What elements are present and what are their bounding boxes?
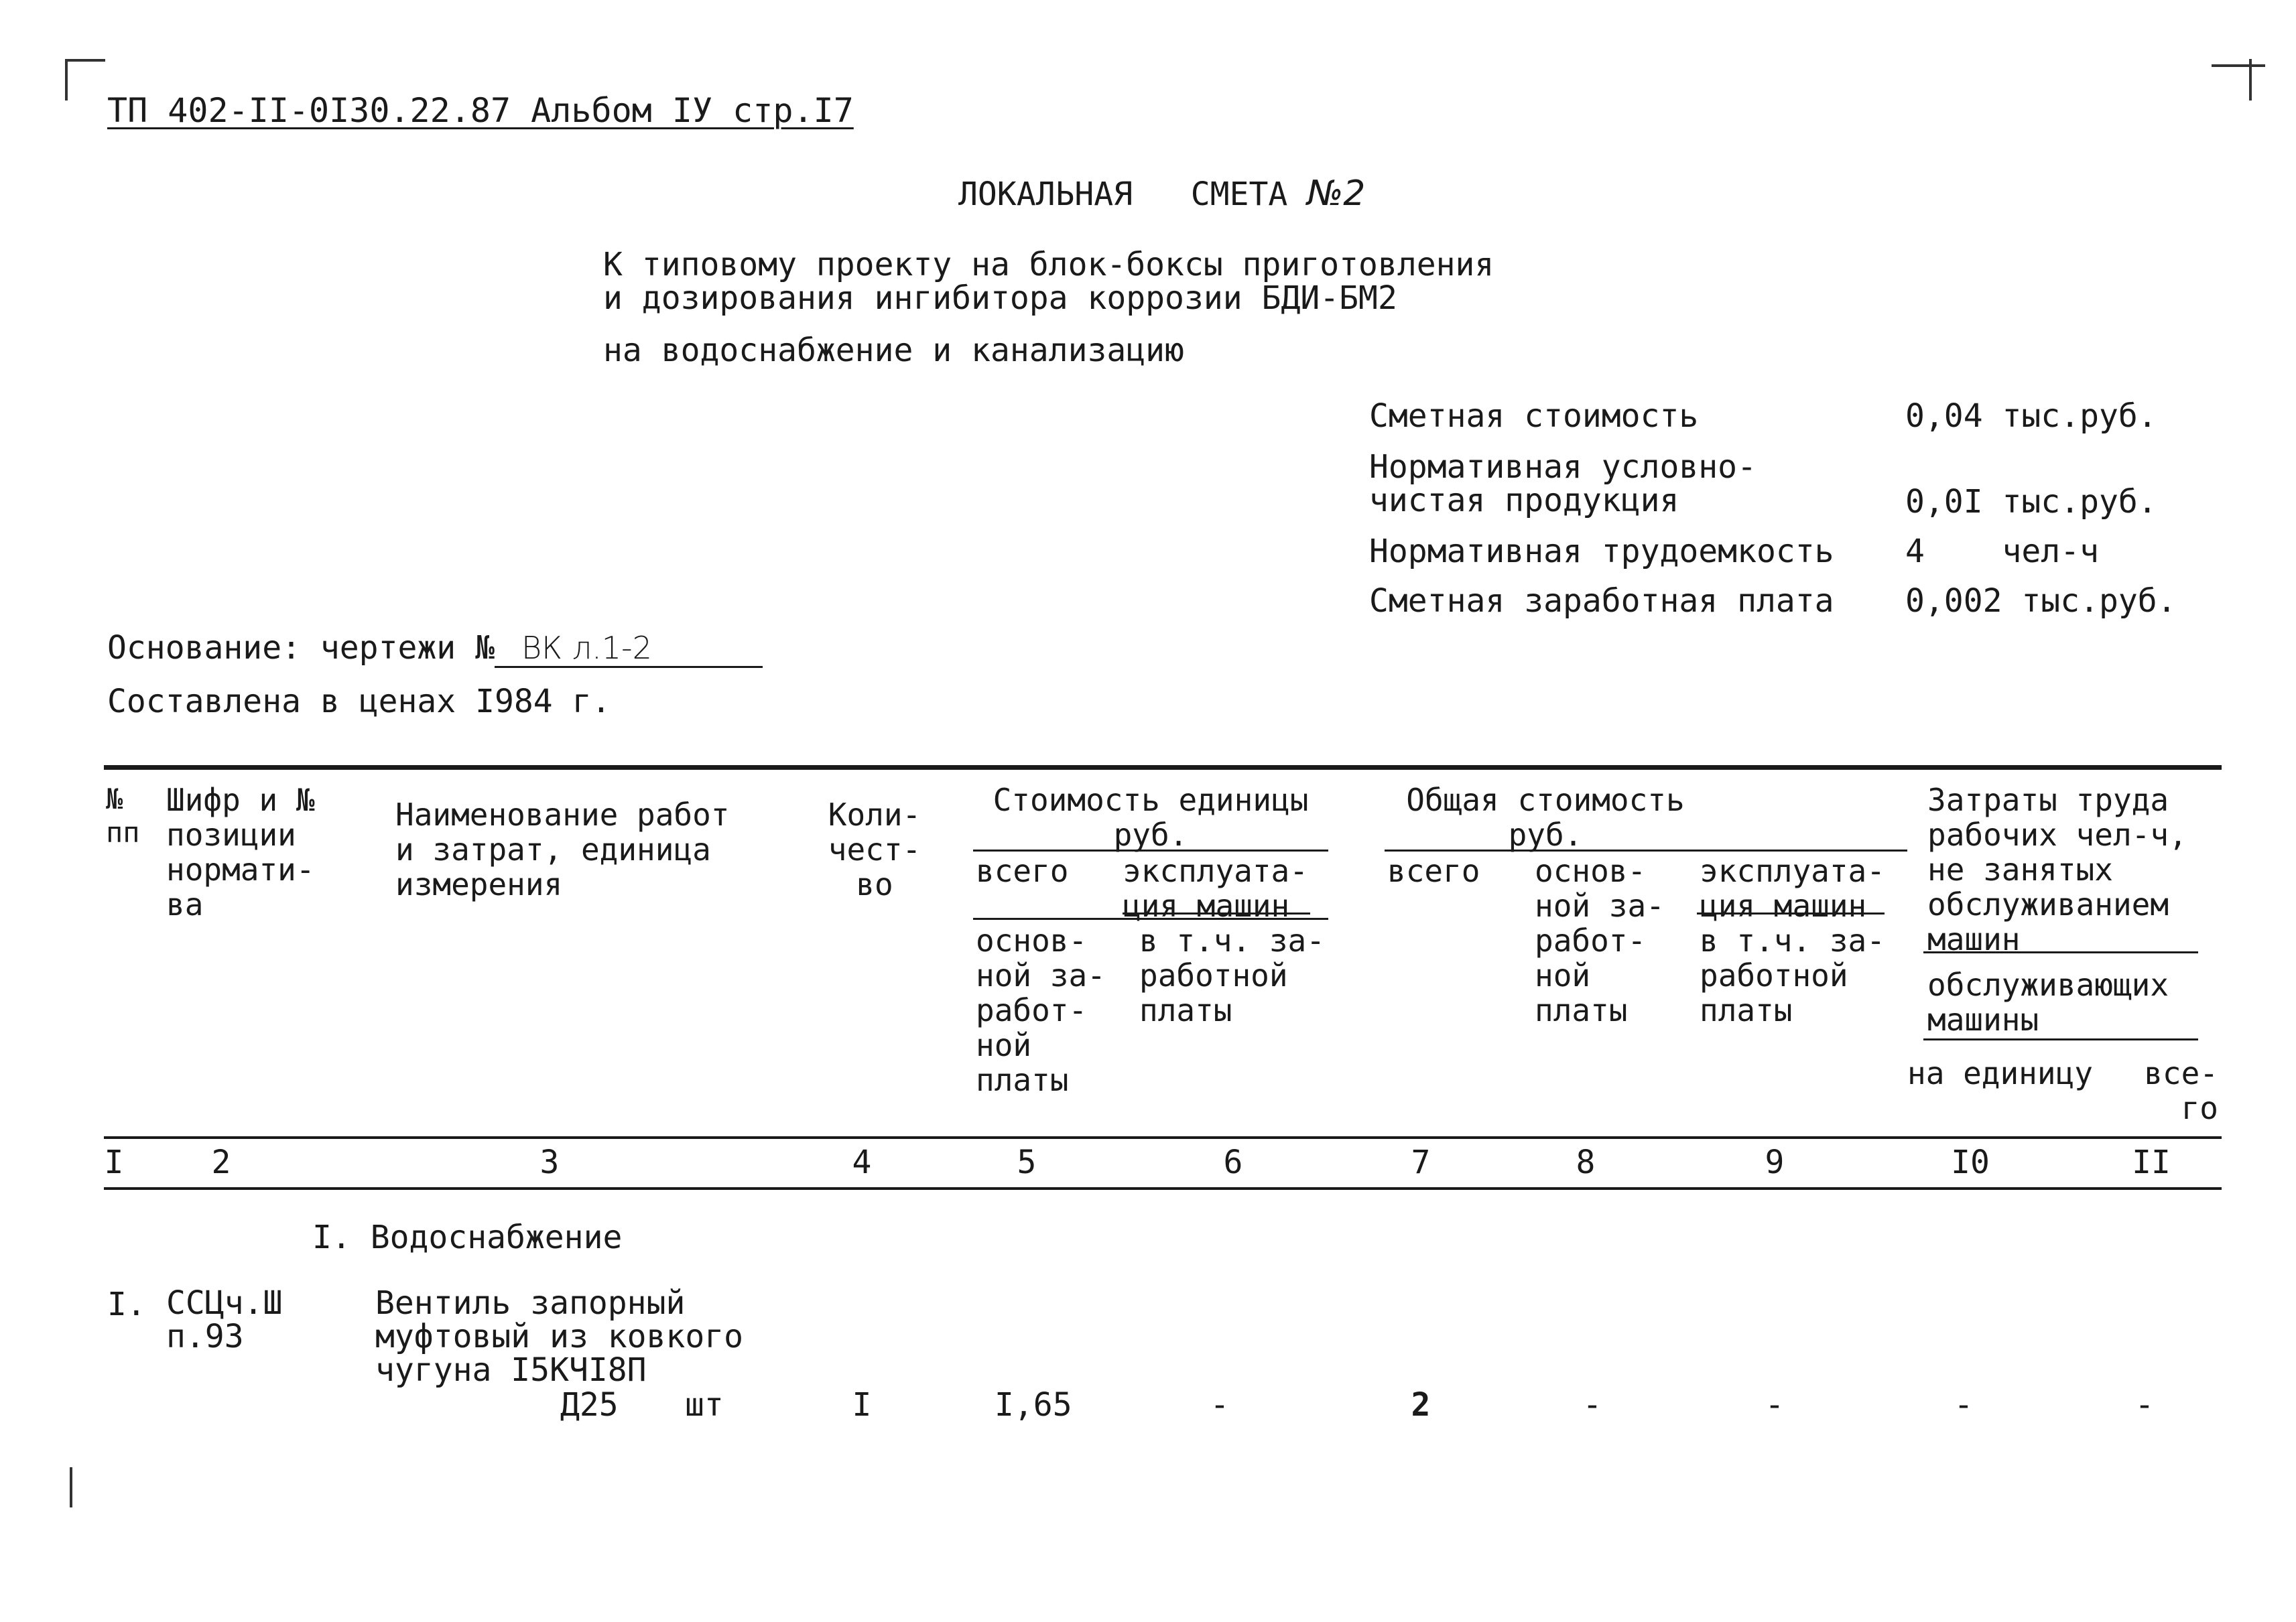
col-header-code: Шифр и № позиции нормати- ва	[166, 782, 315, 923]
corner-mark-bl	[70, 1467, 72, 1507]
basis-label: Основание: чертежи №	[107, 629, 495, 667]
col-header-unit-machines: эксплуата- ция машин	[1123, 853, 1308, 924]
summary-value-1: 0,0I тыс.руб.	[1905, 483, 2157, 521]
col-header-unit-mach-wages: в т.ч. за- работной платы	[1139, 923, 1325, 1028]
row-1-code: ССЦч.Ш п.93	[166, 1284, 283, 1355]
col-header-total-wages: основ- ной за- работ- ной платы	[1535, 853, 1665, 1028]
col-number-8: 8	[1576, 1144, 1596, 1181]
summary-label-1: Нормативная условно- чистая продукция	[1369, 448, 1757, 519]
summary-value-2: 4 чел-ч	[1905, 533, 2099, 570]
estimate-title-text: ЛОКАЛЬНАЯ СМЕТА	[958, 176, 1288, 213]
prices-line: Составлена в ценах I984 г.	[107, 683, 611, 720]
col-header-qty: Коли- чест- во	[828, 797, 921, 902]
col-number-7: 7	[1411, 1144, 1431, 1181]
row-1-total: 2	[1411, 1386, 1431, 1424]
row-1-qty: I	[852, 1386, 872, 1424]
summary-value-3: 0,002 тыс.руб.	[1905, 582, 2177, 620]
corner-mark-tl-h	[65, 59, 105, 62]
subtitle-line-1: К типовому проекту на блок-боксы приготовления	[603, 246, 1494, 283]
row-1-unit-price: I,65	[995, 1386, 1072, 1424]
col-number-10: I0	[1951, 1144, 1990, 1181]
col-header-total-total: всего	[1387, 853, 1480, 889]
table-top-rule	[104, 765, 2222, 770]
row-1-col11: -	[2134, 1386, 2155, 1424]
row-1-col6: -	[1210, 1386, 1230, 1424]
labor-machines-rule	[1923, 1038, 2198, 1040]
subtitle-line-3: на водоснабжение и канализацию	[603, 332, 1184, 369]
summary-value-0: 0,04 тыс.руб.	[1905, 397, 2157, 435]
summary-label-2: Нормативная трудоемкость	[1369, 533, 1834, 570]
row-1-col10: -	[1954, 1386, 1974, 1424]
corner-mark-tr-h	[2212, 64, 2265, 67]
row-1-size: Д25	[560, 1386, 619, 1424]
col-number-9: 9	[1765, 1144, 1785, 1181]
col-header-total-mach-wages: в т.ч. за- работной платы	[1700, 923, 1885, 1028]
col-header-labor-total: все- го	[2144, 1055, 2218, 1126]
col-header-labor-machines: обслуживающих машины	[1927, 967, 2169, 1038]
col-number-4: 4	[852, 1144, 872, 1181]
summary-label-3: Сметная заработная плата	[1369, 582, 1834, 620]
table-header-bottom-rule	[104, 1136, 2222, 1139]
col-number-3: 3	[539, 1144, 560, 1181]
table-colnum-bottom-rule	[104, 1187, 2222, 1190]
col-number-5: 5	[1017, 1144, 1037, 1181]
basis-drawings: ВК л.1-2	[495, 630, 763, 668]
col-number-2: 2	[211, 1144, 231, 1181]
col-number-6: 6	[1223, 1144, 1243, 1181]
col-header-num: № пп	[106, 783, 140, 849]
row-1-col8: -	[1582, 1386, 1602, 1424]
col-header-total-machines: эксплуата- ция машин	[1700, 853, 1885, 924]
col-header-unit-cost: Стоимость единицы руб.	[993, 782, 1309, 853]
basis-line	[107, 630, 763, 668]
col-number-11: II	[2132, 1144, 2171, 1181]
row-1-name: Вентиль запорный муфтовый из ковкого чугуна I5КЧI8П	[375, 1284, 744, 1389]
col-header-labor-unit: на единицу	[1907, 1055, 2093, 1091]
col-header-labor: Затраты труда рабочих чел-ч, не занятых обслуживанием машин	[1927, 782, 2187, 957]
summary-label-0: Сметная стоимость	[1369, 397, 1699, 435]
col-number-1: I	[104, 1144, 124, 1181]
album-reference: ТП 402-II-0I30.22.87 Альбом IУ стр.I7	[107, 91, 854, 130]
corner-mark-tl	[65, 59, 68, 100]
row-1-col9: -	[1765, 1386, 1785, 1424]
estimate-number: №2	[1307, 174, 1366, 214]
estimate-title	[958, 176, 1365, 212]
row-1-num: I.	[107, 1286, 146, 1323]
section-title: I. Водоснабжение	[312, 1219, 623, 1256]
col-header-unit-total: всего	[976, 853, 1069, 889]
row-1-unit: шт	[685, 1386, 724, 1424]
col-header-total-cost: Общая стоимость руб.	[1406, 782, 1685, 853]
col-header-name: Наименование работ и затрат, единица измерения	[395, 797, 730, 902]
col-header-unit-wages: основ- ной за- работ- ной платы	[976, 923, 1106, 1098]
subtitle-line-2: и дозирования ингибитора коррозии БДИ-БМ2	[603, 279, 1397, 317]
